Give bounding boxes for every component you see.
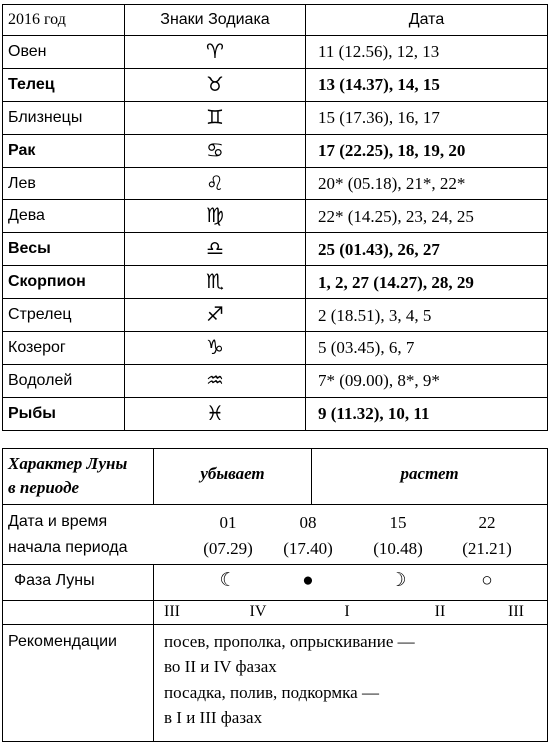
zodiac-symbol-icon: ♐︎ — [125, 299, 306, 332]
recommendation-line: в I и III фазах — [164, 708, 263, 727]
zodiac-row — [3, 332, 548, 365]
sign-name: Овен — [3, 36, 125, 69]
phase-numeral: III — [164, 603, 180, 620]
waxing-moon-icon: ☽ — [389, 570, 407, 591]
sign-name: Дева — [3, 200, 125, 233]
zodiac-row — [3, 68, 548, 101]
zodiac-symbol-icon: ♉︎ — [125, 68, 306, 101]
zodiac-symbol-icon: ♏︎ — [125, 266, 306, 299]
period-day: 22 — [478, 513, 496, 532]
sign-dates: 22* (14.25), 23, 24, 25 — [306, 200, 548, 233]
moon-table — [2, 448, 548, 742]
zodiac-row — [3, 233, 548, 266]
zodiac-row — [3, 36, 548, 69]
zodiac-symbol-icon: ♋︎ — [125, 134, 306, 167]
zodiac-symbol-icon: ♓︎ — [125, 397, 306, 430]
sign-dates: 25 (01.43), 26, 27 — [306, 233, 548, 266]
sign-name: Близнецы — [3, 101, 125, 134]
sign-dates: 5 (03.45), 6, 7 — [306, 332, 548, 365]
zodiac-row — [3, 101, 548, 134]
zodiac-symbol-icon: ♎︎ — [125, 233, 306, 266]
zodiac-row — [3, 266, 548, 299]
period-time: (07.29) — [203, 539, 253, 558]
recommendations-label: Рекомендации — [8, 633, 117, 650]
sign-name: Лев — [3, 167, 125, 200]
character-label-line-2: в периоде — [8, 478, 80, 497]
waning-moon-icon: ☾ — [219, 570, 237, 591]
phase-label: Фаза Луны — [14, 572, 95, 589]
full-moon-icon: ○ — [481, 570, 493, 591]
zodiac-symbol-icon: ♈︎ — [125, 36, 306, 69]
sign-name: Стрелец — [3, 299, 125, 332]
sign-dates: 13 (14.37), 14, 15 — [306, 68, 548, 101]
zodiac-symbol-icon: ♌︎ — [125, 167, 306, 200]
phase-numeral: I — [344, 603, 350, 620]
sign-dates: 7* (09.00), 8*, 9* — [306, 364, 548, 397]
sign-name: Козерог — [3, 332, 125, 365]
sign-dates: 2 (18.51), 3, 4, 5 — [306, 299, 548, 332]
new-moon-icon: ● — [302, 570, 314, 591]
year-header: 2016 год — [3, 5, 125, 36]
sign-header: Знаки Зодиака — [125, 5, 306, 36]
phase-numeral: IV — [249, 603, 267, 620]
zodiac-symbol-icon: ♊︎ — [125, 101, 306, 134]
date-label-line-1: Дата и время — [8, 513, 108, 530]
zodiac-symbol-icon: ♒︎ — [125, 364, 306, 397]
date-label-line-2: начала периода — [8, 539, 128, 556]
zodiac-row — [3, 299, 548, 332]
waning-label: убывает — [200, 464, 265, 483]
waxing-label: растет — [400, 464, 459, 483]
zodiac-symbol-icon: ♍︎ — [125, 200, 306, 233]
zodiac-symbol-icon: ♑︎ — [125, 332, 306, 365]
phase-numeral: III — [508, 603, 524, 620]
zodiac-row — [3, 167, 548, 200]
period-time: (21.21) — [462, 539, 512, 558]
phase-numeral: II — [434, 603, 446, 620]
sign-dates: 17 (22.25), 18, 19, 20 — [306, 134, 548, 167]
sign-name: Водолей — [3, 364, 125, 397]
zodiac-row — [3, 364, 548, 397]
sign-name: Рыбы — [3, 397, 125, 430]
zodiac-header-row — [3, 5, 548, 36]
period-day: 01 — [219, 513, 237, 532]
sign-name: Скорпион — [3, 266, 125, 299]
zodiac-row — [3, 397, 548, 430]
zodiac-row — [3, 200, 548, 233]
sign-dates: 9 (11.32), 10, 11 — [306, 397, 548, 430]
sign-name: Рак — [3, 134, 125, 167]
zodiac-table — [2, 4, 548, 431]
character-label-line-1: Характер Луны — [8, 454, 128, 473]
recommendation-line: посев, прополка, опрыскивание — — [164, 632, 415, 651]
sign-name: Весы — [3, 233, 125, 266]
period-time: (10.48) — [373, 539, 423, 558]
period-day: 15 — [389, 513, 407, 532]
sign-dates: 11 (12.56), 12, 13 — [306, 36, 548, 69]
recommendation-line: посадка, полив, подкормка — — [164, 683, 379, 702]
date-header: Дата — [306, 5, 548, 36]
sign-dates: 20* (05.18), 21*, 22* — [306, 167, 548, 200]
sign-name: Телец — [3, 68, 125, 101]
sign-dates: 15 (17.36), 16, 17 — [306, 101, 548, 134]
period-time: (17.40) — [283, 539, 333, 558]
recommendation-line: во II и IV фазах — [164, 657, 277, 676]
zodiac-row — [3, 134, 548, 167]
period-day: 08 — [299, 513, 317, 532]
sign-dates: 1, 2, 27 (14.27), 28, 29 — [306, 266, 548, 299]
